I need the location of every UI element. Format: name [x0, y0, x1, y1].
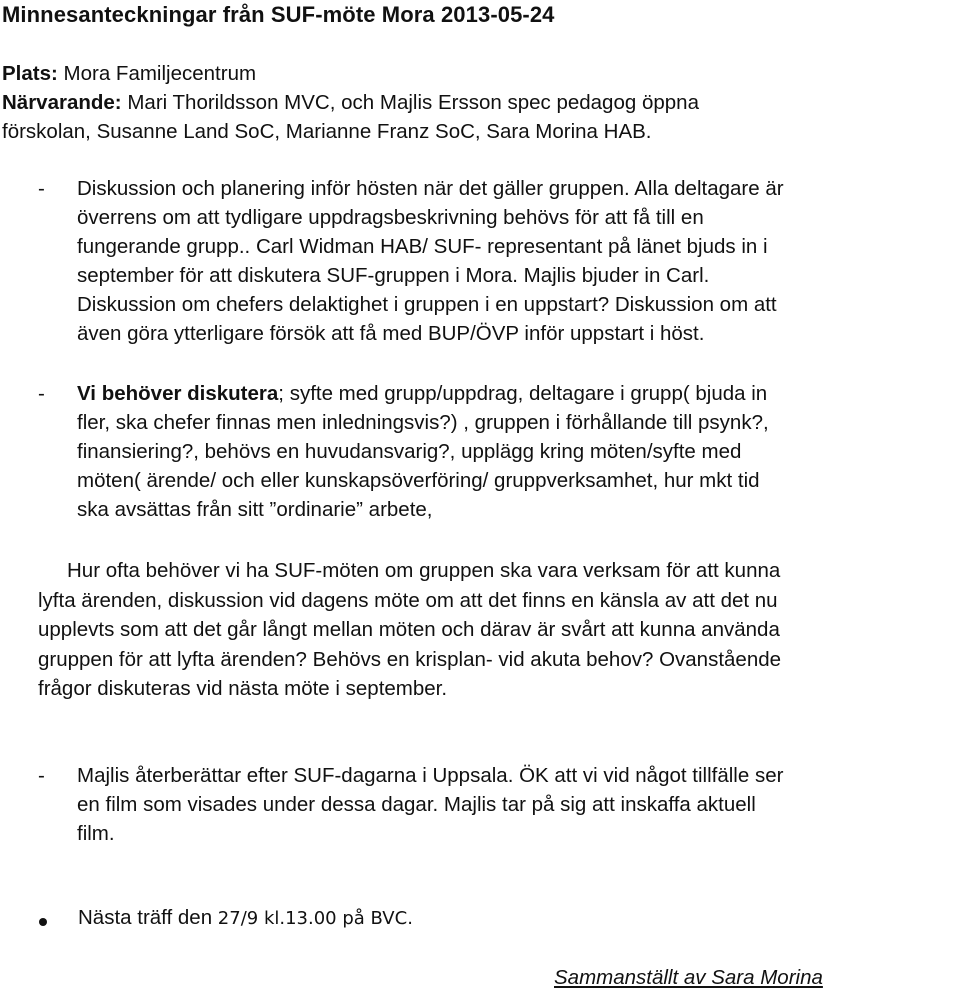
bold-lead: Vi behöver diskutera	[77, 382, 279, 405]
text-line: överrens om att tydligare uppdragsbeskrivning behövs för att få till en	[77, 206, 704, 229]
list-item-text	[77, 761, 957, 848]
signature: Sammanställt av Sara Morina	[554, 966, 823, 989]
text-line: Majlis återberättar efter SUF-dagarna i Uppsala. ÖK att vi vid något tillfälle ser	[77, 764, 784, 787]
bullet-icon	[39, 918, 47, 926]
text-line: upplevts som att det går långt mellan möten och därav är svårt att kunna använda	[38, 618, 780, 641]
text-line	[77, 379, 957, 408]
frequency-paragraph	[38, 556, 781, 704]
text-rest: ; syfte med grupp/uppdrag, deltagare i grupp( bjuda in	[278, 382, 768, 405]
place-value: Mora Familjecentrum	[57, 62, 257, 85]
dash-marker: -	[38, 764, 45, 787]
text-line: finansiering?, behövs en huvudansvarig?, upplägg kring möten/syfte med	[77, 440, 742, 463]
text-line: möten( ärende/ och eller kunskapsöverföring/ gruppverksamhet, hur mkt tid	[77, 469, 760, 492]
next-meeting-lead: Nästa träff den	[78, 906, 218, 929]
text-line: även göra ytterligare försök att få med BUP/ÖVP inför uppstart i höst.	[77, 322, 705, 345]
present-label: Närvarande:	[2, 91, 122, 114]
document-title: Minnesanteckningar från SUF-möte Mora 2013-05-24	[2, 2, 555, 27]
dash-marker: -	[38, 382, 45, 405]
present-line-2: förskolan, Susanne Land SoC, Marianne Franz SoC, Sara Morina HAB.	[2, 120, 652, 143]
place-line	[2, 59, 699, 88]
next-meeting-time: 27/9 kl.13.00 på BVC.	[217, 908, 413, 929]
text-line: ska avsättas från sitt ”ordinarie” arbete,	[77, 498, 433, 521]
place-label: Plats:	[2, 62, 58, 85]
text-line: Diskussion om chefers delaktighet i gruppen i en uppstart? Diskussion om att	[77, 293, 777, 316]
present-value-1: Mari Thorildsson MVC, och Majlis Ersson spec pedagog öppna	[121, 91, 699, 114]
text-line: Hur ofta behöver vi ha SUF-möten om gruppen ska vara verksam för att kunna	[67, 559, 781, 582]
text-line: fungerande grupp.. Carl Widman HAB/ SUF- representant på länet bjuds in i	[77, 235, 768, 258]
next-meeting	[78, 906, 413, 930]
text-line: september för att diskutera SUF-gruppen i Mora. Majlis bjuder in Carl.	[77, 264, 710, 287]
text-line: Diskussion och planering inför hösten när det gäller gruppen. Alla deltagare är	[77, 177, 784, 200]
text-line: gruppen för att lyfta ärenden? Behövs en krisplan- vid akuta behov? Ovanstående	[38, 647, 782, 671]
present-line	[2, 88, 699, 117]
dash-marker: -	[38, 177, 45, 200]
text-line: en film som visades under dessa dagar. Majlis tar på sig att inskaffa aktuell	[77, 793, 756, 816]
text-line: lyfta ärenden, diskussion vid dagens möte om att det finns en känsla av att det nu	[38, 588, 778, 612]
text-line: frågor diskuteras vid nästa möte i september.	[38, 677, 448, 700]
text-line: film.	[77, 822, 115, 845]
meeting-info	[2, 59, 699, 146]
list-item-text	[77, 174, 957, 348]
list-item-text	[77, 379, 957, 524]
text-line: fler, ska chefer finnas men inledningsvis?) , gruppen i förhållande till psynk?,	[77, 411, 769, 434]
